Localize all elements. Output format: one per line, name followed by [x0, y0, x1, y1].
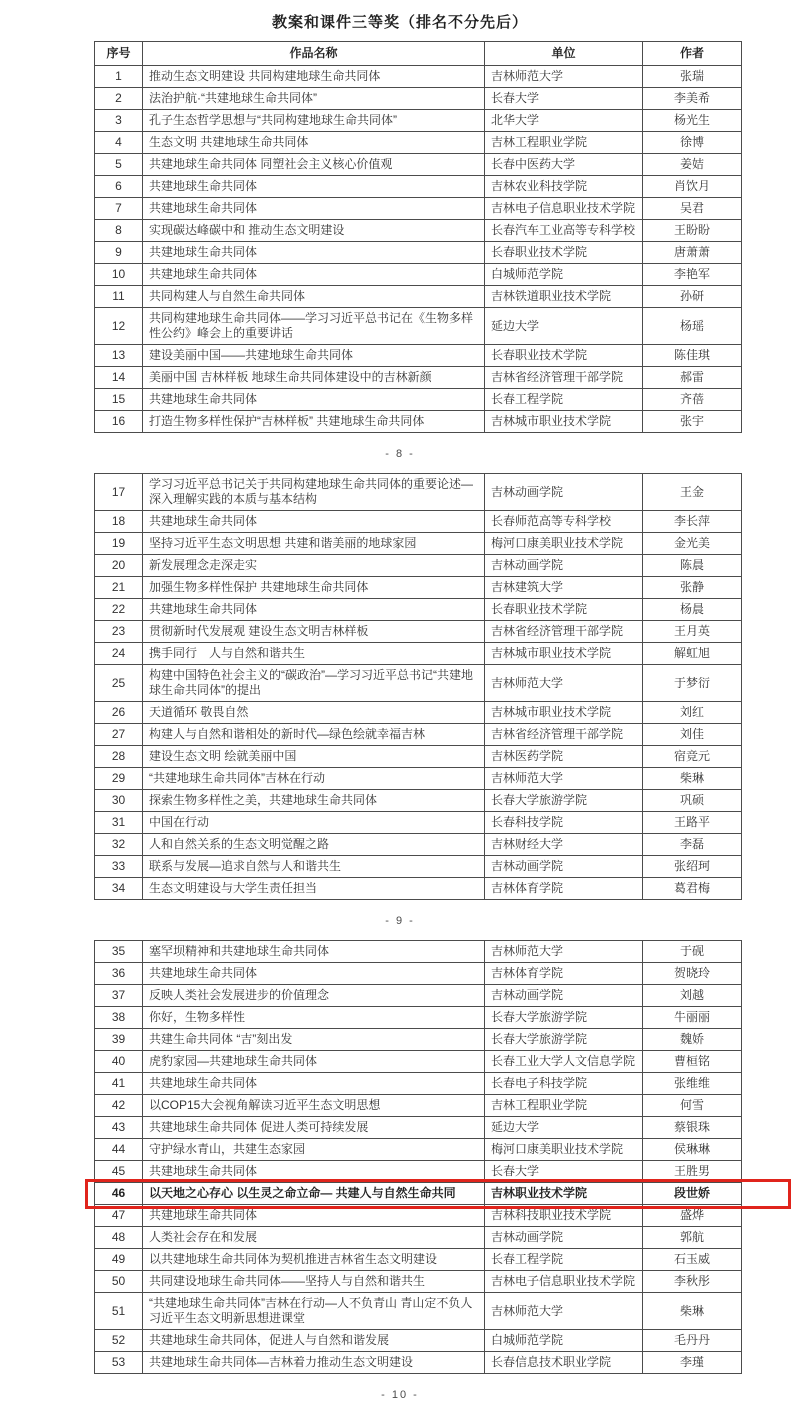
cell-number: 41 [95, 1073, 143, 1095]
cell-work-title: 以COP15大会视角解读习近平生态文明思想 [143, 1095, 485, 1117]
cell-work-title: 学习习近平总书记关于共同构建地球生命共同体的重要论述—深入理解实践的本质与基本结构 [143, 474, 485, 511]
cell-organization: 吉林师范大学 [485, 66, 643, 88]
cell-work-title: 生态文明 共建地球生命共同体 [143, 132, 485, 154]
cell-number: 27 [95, 724, 143, 746]
cell-author: 宿竞元 [643, 746, 742, 768]
cell-work-title: 联系与发展—追求自然与人和谐共生 [143, 856, 485, 878]
cell-author: 贺晓玲 [643, 963, 742, 985]
cell-number: 44 [95, 1139, 143, 1161]
cell-work-title: 生态文明建设与大学生责任担当 [143, 878, 485, 900]
cell-work-title: 共建地球生命共同体 [143, 389, 485, 411]
cell-work-title: 共建地球生命共同体 [143, 1161, 485, 1183]
cell-organization: 吉林省经济管理干部学院 [485, 621, 643, 643]
cell-work-title: 你好，生物多样性 [143, 1007, 485, 1029]
table-row [95, 985, 742, 1007]
column-header: 作者 [643, 42, 742, 66]
cell-work-title: 共建地球生命共同体 同塑社会主义核心价值观 [143, 154, 485, 176]
cell-work-title: 共同建设地球生命共同体——坚持人与自然和谐共生 [143, 1271, 485, 1293]
cell-organization: 吉林电子信息职业技术学院 [485, 198, 643, 220]
cell-author: 曹桓铭 [643, 1051, 742, 1073]
cell-work-title: 天道循环 敬畏自然 [143, 702, 485, 724]
cell-number: 46 [95, 1183, 143, 1205]
table-row [95, 621, 742, 643]
cell-author: 王金 [643, 474, 742, 511]
cell-work-title: 人类社会存在和发展 [143, 1227, 485, 1249]
cell-author: 于砚 [643, 941, 742, 963]
table-row [95, 856, 742, 878]
cell-work-title: 以天地之心存心 以生灵之命立命— 共建人与自然生命共同 [143, 1183, 485, 1205]
table-row [95, 878, 742, 900]
cell-number: 51 [95, 1293, 143, 1330]
table-row [95, 154, 742, 176]
cell-organization: 吉林师范大学 [485, 941, 643, 963]
table-row [95, 198, 742, 220]
cell-work-title: 共建地球生命共同体 促进人类可持续发展 [143, 1117, 485, 1139]
cell-work-title: 共建地球生命共同体 [143, 1205, 485, 1227]
cell-organization: 长春汽车工业高等专科学校 [485, 220, 643, 242]
cell-organization: 长春工程学院 [485, 1249, 643, 1271]
cell-organization: 长春职业技术学院 [485, 345, 643, 367]
table-row [95, 411, 742, 433]
cell-organization: 吉林工程职业学院 [485, 132, 643, 154]
cell-author: 柴琳 [643, 1293, 742, 1330]
cell-work-title: 塞罕坝精神和共建地球生命共同体 [143, 941, 485, 963]
cell-organization: 吉林师范大学 [485, 665, 643, 702]
cell-author: 李瑾 [643, 1352, 742, 1374]
cell-number: 42 [95, 1095, 143, 1117]
cell-author: 李艳军 [643, 264, 742, 286]
cell-organization: 吉林工程职业学院 [485, 1095, 643, 1117]
cell-number: 7 [95, 198, 143, 220]
cell-author: 于梦衍 [643, 665, 742, 702]
table-row [95, 264, 742, 286]
table-row [95, 533, 742, 555]
cell-number: 37 [95, 985, 143, 1007]
cell-number: 36 [95, 963, 143, 985]
cell-organization: 吉林动画学院 [485, 1227, 643, 1249]
cell-organization: 长春工业大学人文信息学院 [485, 1051, 643, 1073]
cell-organization: 长春职业技术学院 [485, 599, 643, 621]
cell-organization: 吉林体育学院 [485, 963, 643, 985]
table-row [95, 1161, 742, 1183]
cell-number: 24 [95, 643, 143, 665]
cell-organization: 吉林师范大学 [485, 768, 643, 790]
table-row [95, 1117, 742, 1139]
cell-organization: 延边大学 [485, 1117, 643, 1139]
cell-work-title: 共建地球生命共同体 [143, 176, 485, 198]
cell-organization: 吉林动画学院 [485, 856, 643, 878]
cell-number: 5 [95, 154, 143, 176]
cell-number: 30 [95, 790, 143, 812]
cell-number: 45 [95, 1161, 143, 1183]
cell-work-title: 共同构建人与自然生命共同体 [143, 286, 485, 308]
cell-work-title: 共建地球生命共同体 [143, 963, 485, 985]
cell-organization: 吉林财经大学 [485, 834, 643, 856]
cell-author: 杨瑶 [643, 308, 742, 345]
cell-author: 刘佳 [643, 724, 742, 746]
cell-work-title: 中国在行动 [143, 812, 485, 834]
cell-number: 26 [95, 702, 143, 724]
cell-author: 刘越 [643, 985, 742, 1007]
cell-work-title: 以共建地球生命共同体为契机推进吉林省生态文明建设 [143, 1249, 485, 1271]
cell-organization: 吉林建筑大学 [485, 577, 643, 599]
table-header-row [95, 42, 742, 66]
cell-organization: 长春大学旅游学院 [485, 1007, 643, 1029]
cell-number: 48 [95, 1227, 143, 1249]
column-header: 单位 [485, 42, 643, 66]
table-row [95, 1095, 742, 1117]
table-row [95, 345, 742, 367]
table-row [95, 1271, 742, 1293]
cell-organization: 吉林医药学院 [485, 746, 643, 768]
cell-number: 12 [95, 308, 143, 345]
cell-organization: 白城师范学院 [485, 264, 643, 286]
cell-author: 张瑞 [643, 66, 742, 88]
table-row [95, 812, 742, 834]
cell-work-title: 虎豹家园—共建地球生命共同体 [143, 1051, 485, 1073]
cell-work-title: 探索生物多样性之美，共建地球生命共同体 [143, 790, 485, 812]
table-row [95, 834, 742, 856]
table-row [95, 1249, 742, 1271]
cell-organization: 吉林农业科技学院 [485, 176, 643, 198]
cell-number: 31 [95, 812, 143, 834]
cell-author: 杨光生 [643, 110, 742, 132]
cell-work-title: 共建地球生命共同体 [143, 198, 485, 220]
cell-author: 张绍珂 [643, 856, 742, 878]
cell-number: 28 [95, 746, 143, 768]
cell-number: 40 [95, 1051, 143, 1073]
cell-number: 38 [95, 1007, 143, 1029]
cell-number: 4 [95, 132, 143, 154]
table-row [95, 176, 742, 198]
cell-work-title: 守护绿水青山，共建生态家园 [143, 1139, 485, 1161]
page-marker-8: - 8 - [385, 448, 415, 460]
cell-number: 29 [95, 768, 143, 790]
page-marker-10: - 10 - [381, 1389, 419, 1401]
cell-number: 39 [95, 1029, 143, 1051]
cell-author: 解虹旭 [643, 643, 742, 665]
table-row [95, 220, 742, 242]
table-row [95, 577, 742, 599]
table-row [95, 1007, 742, 1029]
table-row [95, 555, 742, 577]
cell-author: 孙研 [643, 286, 742, 308]
cell-number: 17 [95, 474, 143, 511]
cell-organization: 吉林电子信息职业技术学院 [485, 1271, 643, 1293]
cell-number: 33 [95, 856, 143, 878]
table-row [95, 724, 742, 746]
cell-author: 牛丽丽 [643, 1007, 742, 1029]
cell-organization: 吉林体育学院 [485, 878, 643, 900]
cell-author: 何雪 [643, 1095, 742, 1117]
cell-organization: 延边大学 [485, 308, 643, 345]
cell-author: 李秋彤 [643, 1271, 742, 1293]
cell-author: 葛君梅 [643, 878, 742, 900]
cell-author: 李长萍 [643, 511, 742, 533]
cell-organization: 梅河口康美职业技术学院 [485, 1139, 643, 1161]
award-table-section-2 [94, 473, 742, 900]
table-row [95, 110, 742, 132]
column-header: 作品名称 [143, 42, 485, 66]
cell-author: 魏娇 [643, 1029, 742, 1051]
cell-author: 张静 [643, 577, 742, 599]
cell-author: 李磊 [643, 834, 742, 856]
cell-number: 3 [95, 110, 143, 132]
cell-number: 8 [95, 220, 143, 242]
cell-number: 53 [95, 1352, 143, 1374]
cell-author: 张维维 [643, 1073, 742, 1095]
cell-number: 16 [95, 411, 143, 433]
cell-organization: 吉林城市职业技术学院 [485, 702, 643, 724]
cell-number: 9 [95, 242, 143, 264]
cell-number: 21 [95, 577, 143, 599]
table-row [95, 1029, 742, 1051]
cell-author: 郭航 [643, 1227, 742, 1249]
cell-author: 金光美 [643, 533, 742, 555]
cell-organization: 吉林动画学院 [485, 985, 643, 1007]
cell-author: 王月英 [643, 621, 742, 643]
cell-work-title: 共建地球生命共同体 [143, 599, 485, 621]
cell-organization: 北华大学 [485, 110, 643, 132]
cell-work-title: 坚持习近平生态文明思想 共建和谐美丽的地球家园 [143, 533, 485, 555]
column-header: 序号 [95, 42, 143, 66]
cell-author: 柴琳 [643, 768, 742, 790]
cell-work-title: 共建地球生命共同体—吉林着力推动生态文明建设 [143, 1352, 485, 1374]
cell-author: 刘红 [643, 702, 742, 724]
cell-author: 王胜男 [643, 1161, 742, 1183]
cell-author: 蔡银珠 [643, 1117, 742, 1139]
cell-author: 毛丹丹 [643, 1330, 742, 1352]
table-row [95, 132, 742, 154]
cell-author: 郝雷 [643, 367, 742, 389]
cell-work-title: 推动生态文明建设 共同构建地球生命共同体 [143, 66, 485, 88]
cell-number: 22 [95, 599, 143, 621]
cell-author: 王路平 [643, 812, 742, 834]
table-row [95, 389, 742, 411]
cell-organization: 长春电子科技学院 [485, 1073, 643, 1095]
table-row [95, 88, 742, 110]
cell-author: 侯琳琳 [643, 1139, 742, 1161]
cell-number: 1 [95, 66, 143, 88]
cell-work-title: 人和自然关系的生态文明觉醒之路 [143, 834, 485, 856]
cell-work-title: 孔子生态哲学思想与“共同构建地球生命共同体” [143, 110, 485, 132]
cell-work-title: 共建地球生命共同体 [143, 1073, 485, 1095]
table-row [95, 66, 742, 88]
cell-organization: 长春科技学院 [485, 812, 643, 834]
table-row [95, 1352, 742, 1374]
table-row [95, 963, 742, 985]
award-table-section-1 [94, 41, 742, 433]
table-row [95, 702, 742, 724]
cell-author: 盛烨 [643, 1205, 742, 1227]
cell-organization: 长春大学 [485, 88, 643, 110]
cell-work-title: 共建地球生命共同体 [143, 264, 485, 286]
cell-number: 23 [95, 621, 143, 643]
page-marker-9: - 9 - [385, 915, 415, 927]
cell-author: 段世娇 [643, 1183, 742, 1205]
cell-work-title: 加强生物多样性保护 共建地球生命共同体 [143, 577, 485, 599]
cell-work-title: 实现碳达峰碳中和 推动生态文明建设 [143, 220, 485, 242]
cell-work-title: 建设生态文明 绘就美丽中国 [143, 746, 485, 768]
table-row [95, 1293, 742, 1330]
table-row [95, 367, 742, 389]
cell-number: 14 [95, 367, 143, 389]
cell-organization: 长春工程学院 [485, 389, 643, 411]
cell-work-title: 贯彻新时代发展观 建设生态文明吉林样板 [143, 621, 485, 643]
cell-author: 唐萧萧 [643, 242, 742, 264]
table-row [95, 1183, 742, 1205]
cell-work-title: 反映人类社会发展进步的价值理念 [143, 985, 485, 1007]
cell-number: 10 [95, 264, 143, 286]
cell-organization: 吉林铁道职业技术学院 [485, 286, 643, 308]
cell-number: 18 [95, 511, 143, 533]
cell-work-title: 新发展理念走深走实 [143, 555, 485, 577]
cell-work-title: 法治护航·“共建地球生命共同体” [143, 88, 485, 110]
cell-work-title: 建设美丽中国——共建地球生命共同体 [143, 345, 485, 367]
cell-work-title: 打造生物多样性保护“吉林样板” 共建地球生命共同体 [143, 411, 485, 433]
cell-author: 王盼盼 [643, 220, 742, 242]
cell-organization: 长春职业技术学院 [485, 242, 643, 264]
cell-number: 25 [95, 665, 143, 702]
cell-number: 32 [95, 834, 143, 856]
cell-number: 13 [95, 345, 143, 367]
cell-organization: 长春大学 [485, 1161, 643, 1183]
table-row [95, 1330, 742, 1352]
cell-author: 杨晨 [643, 599, 742, 621]
cell-work-title: “共建地球生命共同体”吉林在行动—人不负青山 青山定不负人习近平生态文明新思想进课堂 [143, 1293, 485, 1330]
table-row [95, 768, 742, 790]
cell-organization: 长春大学旅游学院 [485, 790, 643, 812]
cell-author: 齐蓓 [643, 389, 742, 411]
cell-organization: 吉林科技职业技术学院 [485, 1205, 643, 1227]
table-row [95, 511, 742, 533]
cell-work-title: 共建生命共同体 “吉”刻出发 [143, 1029, 485, 1051]
cell-work-title: 构建人与自然和谐相处的新时代—绿色绘就幸福吉林 [143, 724, 485, 746]
cell-author: 巩硕 [643, 790, 742, 812]
cell-organization: 吉林动画学院 [485, 474, 643, 511]
cell-number: 43 [95, 1117, 143, 1139]
table-row [95, 1051, 742, 1073]
cell-author: 李美希 [643, 88, 742, 110]
cell-organization: 吉林动画学院 [485, 555, 643, 577]
table-row [95, 643, 742, 665]
cell-work-title: “共建地球生命共同体”吉林在行动 [143, 768, 485, 790]
cell-author: 陈佳琪 [643, 345, 742, 367]
cell-number: 20 [95, 555, 143, 577]
cell-author: 肖饮月 [643, 176, 742, 198]
cell-author: 徐博 [643, 132, 742, 154]
cell-number: 50 [95, 1271, 143, 1293]
award-table-section-3 [94, 940, 742, 1374]
cell-organization: 吉林师范大学 [485, 1293, 643, 1330]
document-title: 教案和课件三等奖（排名不分先后） [271, 14, 528, 31]
cell-number: 52 [95, 1330, 143, 1352]
cell-author: 陈晨 [643, 555, 742, 577]
cell-work-title: 美丽中国 吉林样板 地球生命共同体建设中的吉林新颜 [143, 367, 485, 389]
cell-number: 47 [95, 1205, 143, 1227]
table-row [95, 1139, 742, 1161]
table-row [95, 242, 742, 264]
table-row [95, 790, 742, 812]
cell-organization: 梅河口康美职业技术学院 [485, 533, 643, 555]
cell-work-title: 构建中国特色社会主义的“碳政治”—学习习近平总书记“共建地球生命共同体”的提出 [143, 665, 485, 702]
table-row [95, 286, 742, 308]
cell-organization: 吉林省经济管理干部学院 [485, 367, 643, 389]
cell-number: 6 [95, 176, 143, 198]
table-row [95, 1205, 742, 1227]
table-row [95, 308, 742, 345]
table-row [95, 1073, 742, 1095]
cell-work-title: 共同构建地球生命共同体——学习习近平总书记在《生物多样性公约》峰会上的重要讲话 [143, 308, 485, 345]
cell-work-title: 共建地球生命共同体 [143, 511, 485, 533]
cell-work-title: 共建地球生命共同体，促进人与自然和谐发展 [143, 1330, 485, 1352]
cell-number: 49 [95, 1249, 143, 1271]
cell-organization: 长春大学旅游学院 [485, 1029, 643, 1051]
cell-number: 34 [95, 878, 143, 900]
cell-author: 吴君 [643, 198, 742, 220]
table-row [95, 746, 742, 768]
table-header-row [95, 42, 742, 66]
table-row [95, 474, 742, 511]
cell-organization: 白城师范学院 [485, 1330, 643, 1352]
cell-organization: 吉林城市职业技术学院 [485, 411, 643, 433]
cell-number: 19 [95, 533, 143, 555]
cell-number: 15 [95, 389, 143, 411]
table-row [95, 941, 742, 963]
cell-work-title: 共建地球生命共同体 [143, 242, 485, 264]
cell-number: 35 [95, 941, 143, 963]
cell-organization: 吉林职业技术学院 [485, 1183, 643, 1205]
cell-organization: 长春师范高等专科学校 [485, 511, 643, 533]
table-row [95, 599, 742, 621]
cell-organization: 吉林城市职业技术学院 [485, 643, 643, 665]
cell-author: 张宇 [643, 411, 742, 433]
cell-organization: 长春中医药大学 [485, 154, 643, 176]
cell-author: 姜姞 [643, 154, 742, 176]
table-row [95, 1227, 742, 1249]
cell-organization: 长春信息技术职业学院 [485, 1352, 643, 1374]
cell-organization: 吉林省经济管理干部学院 [485, 724, 643, 746]
cell-work-title: 携手同行 人与自然和谐共生 [143, 643, 485, 665]
cell-number: 11 [95, 286, 143, 308]
cell-number: 2 [95, 88, 143, 110]
cell-author: 石玉威 [643, 1249, 742, 1271]
table-row [95, 665, 742, 702]
